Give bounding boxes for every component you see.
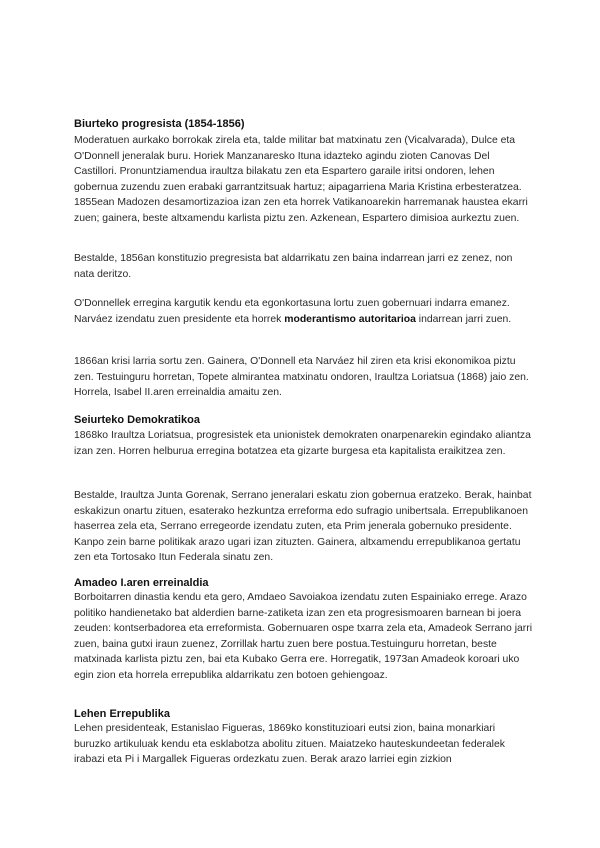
paragraph-text: indarrean jarri zuen.: [415, 313, 512, 325]
section-heading: Biurteko progresista (1854-1856): [74, 118, 245, 130]
paragraph: [74, 296, 534, 327]
paragraph: 1868ko Iraultza Loriatsua, progresistek eta unionistek demokraten onarpenarekin egindako aliantza izan zen. Horren helburua erregina botatzea eta gizarte burgesa eta kapitalista eraikitzea zen.: [74, 430, 531, 457]
paragraph: Moderatuen aurkako borrokak zirela eta, talde militar bat matxinatu zen (Vicalvarada), Dulce eta O'Donnell jeneralak buru. Horiek Manzanaresko Ituna idazteko agindu zioten Canovas Del Castillori. Pronuntziamendua iraultza bilakatu zen eta Espartero garaile iritsi ondoren, lehen gobernua zuzendu zuen erabaki garrantzitsuak hartuz; aipagarriena Maria Kristina erbesteratzea. 1855ean Madozen desamortizazioa izan zen eta horrek Vatikanoarekin harremanak haustea ekarri zuen; gainera, beste altxamendu karlista piztu zen. Azkenean, Espartero dimisioa aurkeztu zuen.: [74, 135, 528, 224]
section-heading: Seiurteko Demokratikoa: [74, 414, 200, 426]
paragraph: Bestalde, Iraultza Junta Gorenak, Serrano jeneralari eskatu zion gobernua eratzeko. Berak, hainbat eskakizun onartu zituen, esaterako hezkuntza erreforma edo sufragio unibertsala. Errepublikanoen haserrea zela eta, Serrano erregeorde izendatu zuten, eta Prim jenerala gobernuko presidente. Kanpo zein barne politikak arazo ugari izan zituzten. Gainera, altxamendu errepublikanoa gertatu zen eta Tortosako Itun Federala sinatu zen.: [74, 490, 532, 564]
bold-term: moderantismo autoritarioa: [284, 313, 416, 325]
section-heading: Lehen Errepublika: [74, 708, 170, 720]
paragraph: 1866an krisi larria sortu zen. Gainera, O'Donnell eta Narváez hil ziren eta krisi ekonomikoa piztu zen. Testuinguru horretan, Topete almirantea matxinatu ondoren, Iraultza Loriatsua (1868) jaio zen. Horrela, Isabel II.aren erreinaldia amaitu zen.: [74, 356, 529, 399]
paragraph: Borboitarren dinastia kendu eta gero, Amdaeo Savoiakoa izendatu zuten Espainiako errege. Arazo politiko handienetako bat alderdien barne-zatiketa izan zen eta progresismoaren barnean bi joera zeuden: kontserbadorea eta erreformista. Gobernuaren ospe txarra zela eta, Amadeok Serrano jarri zuen, baina gutxi iraun zuenez, Zorrillak hartu zuen bere postua.Testuinguru horretan, beste matxinada karlista piztu zen, bai eta Kubako Gerra ere. Horregatik, 1973an Amadeok koroari uko egin zion eta horrela errepublika aldarrikatu zen botoen gehiengoaz.: [74, 592, 533, 681]
paragraph: Bestalde, 1856an konstituzio pregresista bat aldarrikatu zen baina indarrean jarri ez zenez, non nata deritzo.: [74, 253, 513, 280]
paragraph: Lehen presidenteak, Estanislao Figueras, 1869ko konstituzioari eutsi zion, baina monarkiari buruzko artikuluak kendu eta esklabotza abolitu zituen. Maiatzeko hauteskundeetan federalek irabazi eta Pi i Margallek Figueras ordezkatu zuen. Berak arazo larriei egin zizkion: [74, 723, 505, 766]
paragraph-text: O'Donnellek erregina kargutik kendu eta egonkortasuna lortu zuen gobernuari indarra emanez. Narváez izendatu zuen presidente eta horrek: [74, 298, 510, 325]
section-heading: Amadeo I.aren erreinaldia: [74, 577, 209, 589]
